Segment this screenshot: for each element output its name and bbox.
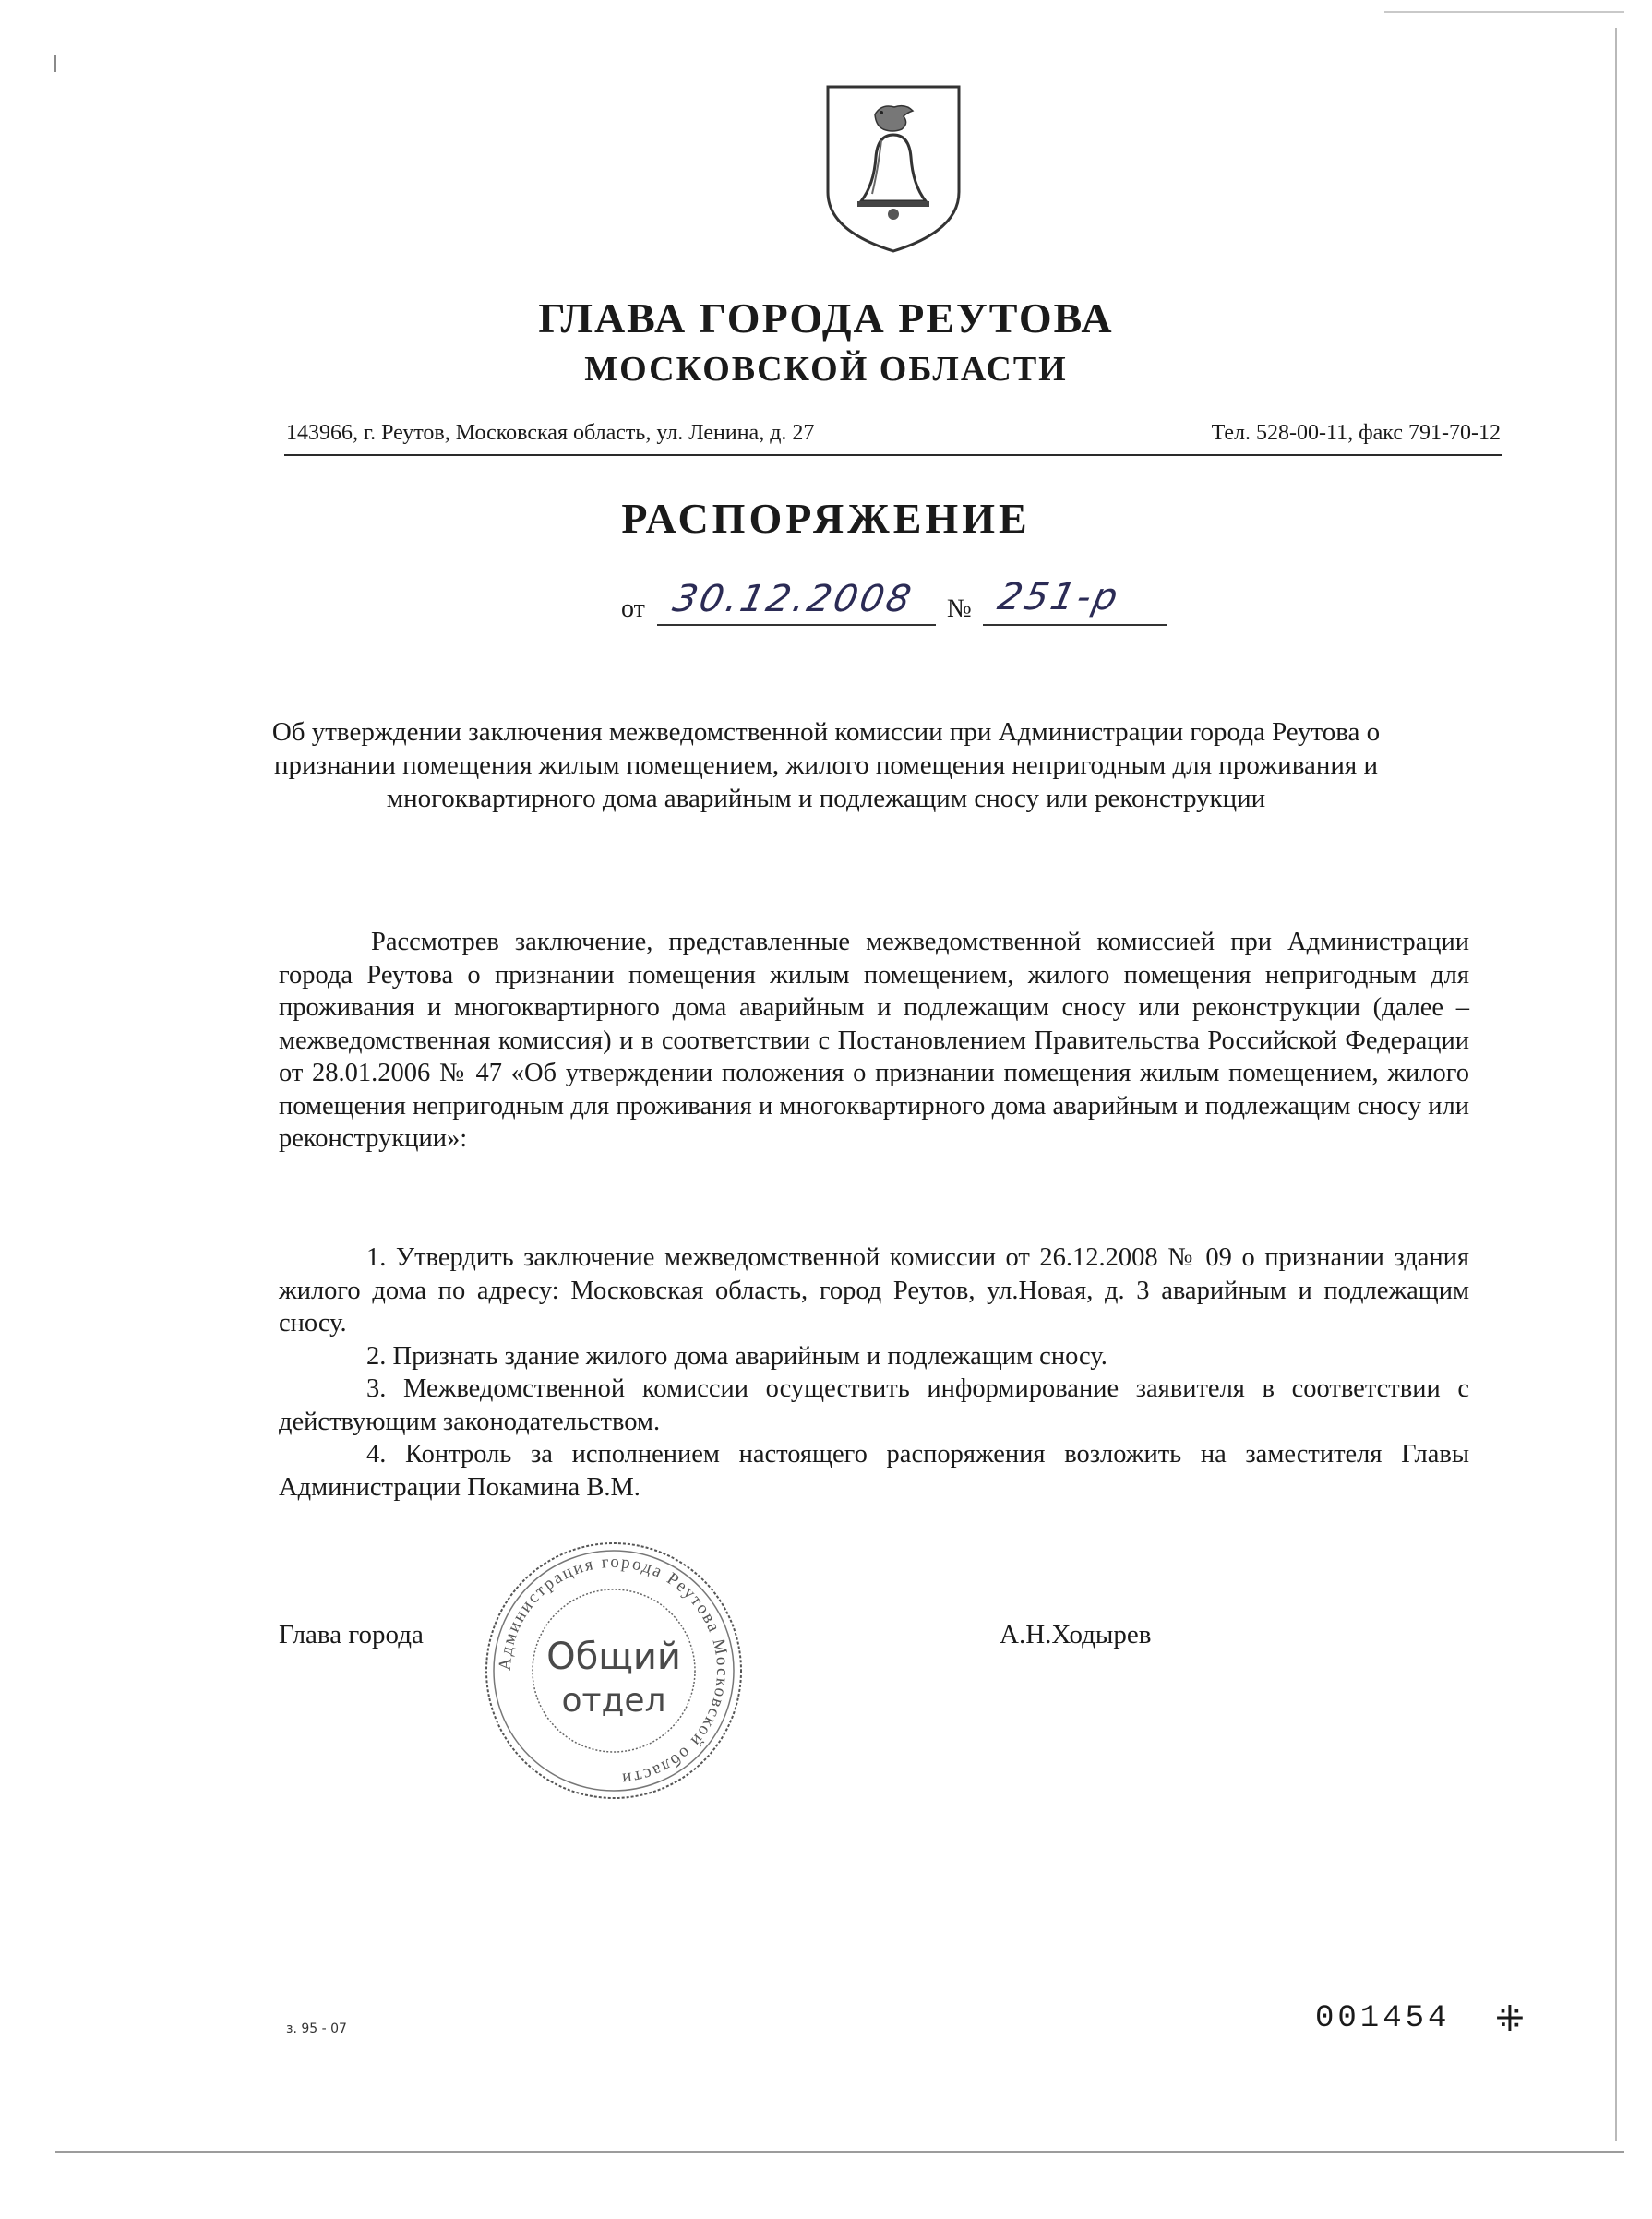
serial-number: 001454 [1315, 2001, 1451, 2036]
stamp-center-line1: Общий [546, 1636, 681, 1678]
signatory-position: Глава города [279, 1620, 424, 1649]
order-item: 2. Признать здание жилого дома аварийным и подлежащим сносу. [366, 1341, 1107, 1371]
stamp-ring-text: Администрация города Реутова Московской области [495, 1552, 733, 1789]
stamp-center-line2: отдел [561, 1682, 666, 1720]
address-bar [284, 417, 1502, 456]
coat-of-arms-icon [824, 83, 963, 254]
official-stamp [475, 1532, 752, 1809]
document-subject: Об утверждении заключения межведомственной комиссии при Администрации города Реутова о признании помещения жилым помещением, жилого помещения непригодным для проживания и многоквартирного дома аварийным и подлежащим сносу или реконструкции [271, 717, 1381, 813]
signatory-name: А.Н.Ходырев [1000, 1620, 1152, 1649]
order-item: 4. Контроль за исполнением настоящего распоряжения возложить на заместителя Главы Администрации Покамина В.М. [279, 1440, 1469, 1502]
org-title: ГЛАВА ГОРОДА РЕУТОВА [538, 294, 1114, 342]
scan-mark-left [54, 55, 56, 72]
order-item: 1. Утвердить заключение межведомственной комиссии от 26.12.2008 № 09 о признании здания жилого дома по адресу: Московская область, город Реутов, ул.Новая, д. 3 аварийным и подлежащим сносу. [279, 1243, 1469, 1337]
document-date: 30.12.2008 [669, 578, 917, 620]
phone-fax: Тел. 528-00-11, факс 791-70-12 [1211, 421, 1501, 445]
date-prefix: от [621, 594, 645, 623]
date-underline [657, 624, 936, 626]
scan-edge-right [1615, 28, 1617, 2141]
order-item: 3. Межведомственной комиссии осуществить информирование заявителя в соответствии с действующим законодательством. [279, 1374, 1469, 1436]
number-prefix: № [947, 594, 972, 623]
address: 143966, г. Реутов, Московская область, ул. Ленина, д. 27 [286, 421, 815, 445]
intro-paragraph: Рассмотрев заключение, представленные межведомственной комиссией при Администрации города Реутова о признании помещения жилым помещением, жилого помещения непригодным для проживания и многоквартирного дома аварийным и подлежащим сносу или реконструкции (далее – межведомственная комиссия) и в соответствии с Постановлением Правительства Российской Федерации от 28.01.2006 № 47 «Об утверждении положения о признании помещения жилым помещением, жилого помещения непригодным для проживания и многоквартирного дома аварийным и подлежащим сносу или реконструкции»: [279, 928, 1469, 1153]
order-items [279, 1241, 1469, 1504]
document-type: РАСПОРЯЖЕНИЕ [621, 495, 1031, 542]
form-code: з. 95 - 07 [286, 2021, 347, 2036]
number-underline [983, 624, 1167, 626]
org-region: МОСКОВСКОЙ ОБЛАСТИ [584, 350, 1068, 389]
date-number-line [0, 576, 1652, 637]
scan-edge-top [1384, 11, 1624, 13]
serial-mark-icon: ⁜ [1495, 1998, 1525, 2039]
scan-edge-bottom [55, 2151, 1624, 2153]
document-number: 251-р [994, 576, 1125, 618]
